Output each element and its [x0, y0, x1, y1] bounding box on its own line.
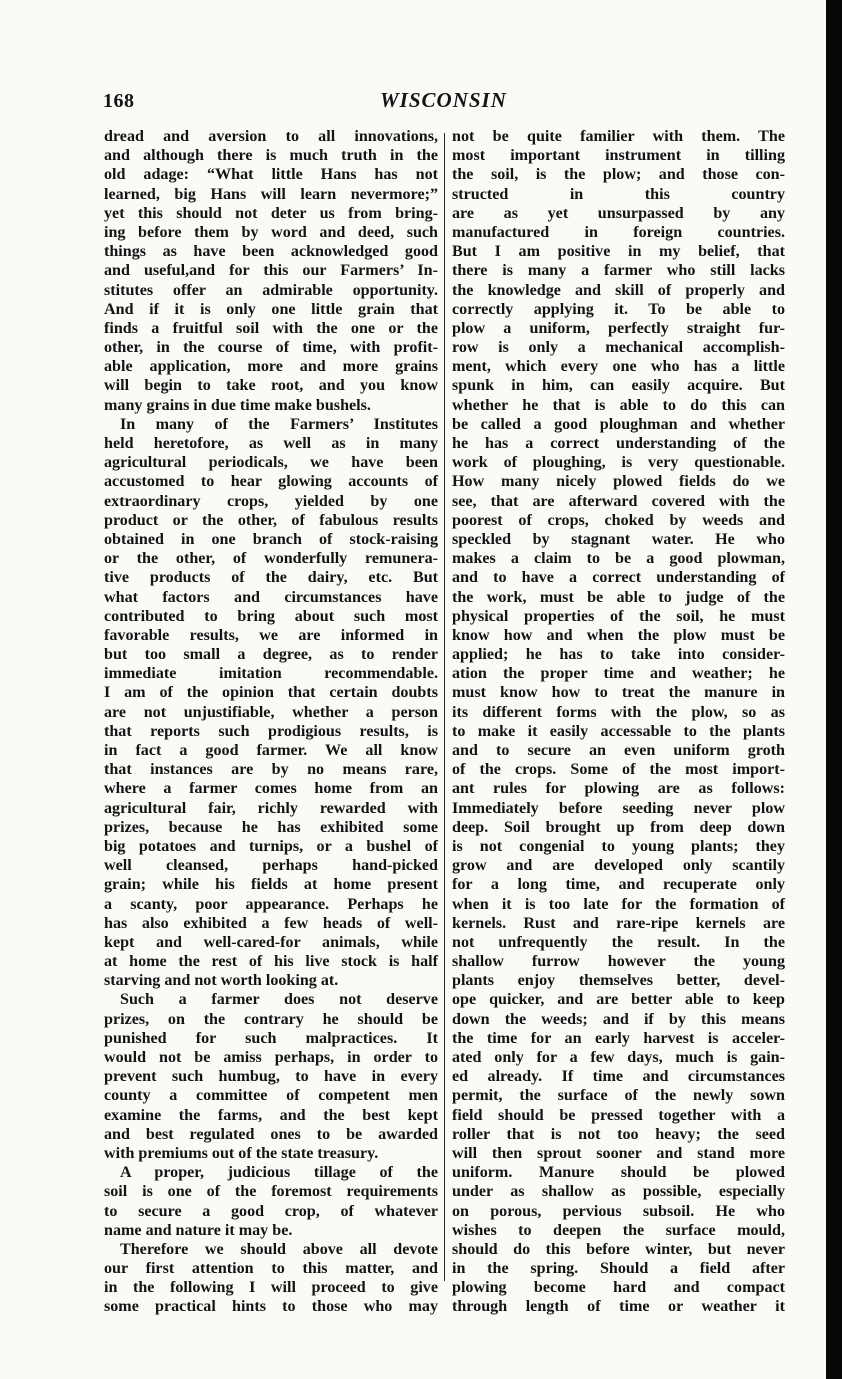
text-line: deep. Soil brought up from deep down	[452, 818, 785, 836]
text-line: agricultural periodicals, we have been	[104, 454, 438, 472]
text-line: makes a claim to be a good plowman,	[452, 550, 785, 568]
text-line: he has a correct understanding of the	[452, 435, 785, 452]
text-line: accustomed to hear glowing accounts of	[104, 473, 438, 491]
text-line: and to secure an even uniform groth	[452, 742, 785, 759]
text-line: roller that is not too heavy; the seed	[452, 1125, 785, 1143]
text-line: many grains in due time make bushels.	[104, 396, 371, 414]
text-line: soil is one of the foremost requirements	[104, 1183, 438, 1201]
text-line: and to have a correct understanding of	[452, 569, 785, 587]
text-line: are not unjustifiable, whether a person	[104, 703, 438, 721]
text-line: agricultural fair, richly rewarded with	[104, 799, 438, 817]
text-line: applied; he has to take into consider-	[452, 646, 785, 664]
text-line: poorest of crops, choked by weeds and	[452, 511, 785, 529]
text-line: prizes, because he has exhibited some	[104, 818, 438, 836]
text-line: name and nature it may be.	[104, 1221, 293, 1239]
text-line: must know how to treat the manure in	[452, 684, 785, 702]
text-line: or the other, of wonderfully remunera-	[104, 550, 438, 568]
text-line: under as shallow as possible, especially	[452, 1183, 785, 1201]
text-line: physical properties of the soil, he must	[452, 607, 785, 625]
text-line: are as yet unsurpassed by any	[452, 204, 785, 222]
text-line: spunk in him, can easily acquire. But	[452, 377, 785, 395]
text-line: be called a good ploughman and whether	[452, 415, 785, 433]
text-line: our first attention to this matter, and	[104, 1260, 438, 1278]
text-line: of the crops. Some of the most import-	[452, 761, 785, 779]
text-line: yet this should not deter us from bring-	[104, 204, 438, 222]
text-line: structed in this country	[452, 185, 785, 203]
text-line: able application, more and more grains	[104, 358, 438, 376]
text-line: extraordinary crops, yielded by one	[104, 492, 438, 510]
text-line: has also exhibited a few heads of well-	[104, 914, 438, 932]
text-line: uniform. Manure should be plowed	[452, 1164, 785, 1182]
text-line: starving and not worth looking at.	[104, 972, 339, 990]
text-line: and best regulated ones to be awarded	[104, 1125, 438, 1143]
text-line: manufactured in foreign countries.	[452, 223, 785, 241]
text-line: at home the rest of his live stock is half	[104, 953, 438, 971]
text-line: not be quite familier with them. The	[452, 128, 785, 145]
text-line: field should be pressed together with a	[452, 1106, 785, 1124]
text-line: old adage: “What little Hans has not	[104, 166, 438, 184]
text-line: row is only a mechanical accomplish-	[452, 339, 785, 357]
text-line: permit, the surface of the newly sown	[452, 1087, 785, 1105]
text-line: plowing become hard and compact	[452, 1279, 785, 1297]
text-line: the knowledge and skill of properly and	[452, 281, 785, 299]
text-line: favorable results, we are informed in	[104, 626, 438, 644]
text-line: Immediately before seeding never plow	[452, 799, 785, 817]
text-line: product or the other, of fabulous results	[104, 511, 438, 529]
running-head: WISCONSIN	[380, 88, 507, 112]
text-line: where a farmer comes home from an	[104, 780, 438, 798]
text-line: punished for such malpractices. It	[104, 1029, 438, 1047]
text-line: ed already. If time and circumstances	[452, 1068, 785, 1086]
text-line: in fact a good farmer. We all know	[104, 742, 438, 759]
column-divider	[444, 133, 445, 1281]
text-line: tive products of the dairy, etc. But	[104, 569, 438, 587]
text-line: a scanty, poor appearance. Perhaps he	[104, 895, 438, 913]
text-line: in the following I will proceed to give	[104, 1279, 438, 1297]
text-line: the work, must be able to judge of the	[452, 588, 785, 606]
text-line: would not be amiss perhaps, in order to	[104, 1049, 438, 1066]
text-line: the time for an early harvest is acceler-	[452, 1029, 785, 1047]
text-line: see, that are afterward covered with the	[452, 492, 785, 510]
text-line: should do this before winter, but never	[452, 1240, 785, 1258]
text-line: A proper, judicious tillage of the	[120, 1164, 438, 1182]
text-line: to make it easily accessable to the plants	[452, 722, 785, 740]
text-line: obtained in one branch of stock-raising	[104, 530, 438, 548]
text-line: And if it is only one little grain that	[104, 300, 438, 318]
text-line: finds a fruitful soil with the one or the	[104, 319, 438, 337]
text-line: not unfrequently the result. In the	[452, 933, 785, 951]
text-line: ing before them by word and deed, such	[104, 223, 438, 241]
text-line: know how and when the plow must be	[452, 626, 785, 644]
text-line: ope quicker, and are better able to keep	[452, 991, 785, 1009]
scan-edge	[826, 0, 842, 1379]
text-line: but too small a degree, as to render	[104, 646, 438, 664]
text-line: contributed to bring about such most	[104, 607, 438, 625]
text-line: most important instrument in tilling	[452, 147, 785, 165]
text-line: there is many a farmer who still lacks	[452, 262, 785, 280]
text-line: things as have been acknowledged good	[104, 243, 438, 261]
text-line: to secure a good crop, of whatever	[104, 1202, 438, 1220]
text-column-right	[452, 127, 785, 1317]
text-line: and although there is much truth in the	[104, 147, 438, 165]
text-line: county a committee of competent men	[104, 1087, 438, 1105]
text-line: speckled by stagnant water. He who	[452, 530, 785, 548]
text-line: for a long time, and recuperate only	[452, 876, 785, 894]
text-line: well cleansed, perhaps hand-picked	[104, 857, 438, 875]
text-line: what factors and circumstances have	[104, 588, 438, 606]
text-line: on porous, pervious subsoil. He who	[452, 1202, 785, 1220]
text-line: prevent such humbug, to have in every	[104, 1068, 438, 1086]
text-line: prizes, on the contrary he should be	[104, 1010, 438, 1028]
text-line: grain; while his fields at home present	[104, 876, 438, 894]
text-line: stitutes offer an admirable opportunity.	[104, 281, 438, 299]
text-line: when it is too late for the formation of	[452, 895, 785, 913]
text-line: Therefore we should above all devote	[120, 1240, 438, 1258]
text-line: work of ploughing, is very questionable.	[452, 454, 785, 472]
text-line: wishes to deepen the surface mould,	[452, 1221, 785, 1239]
text-line: grow and are developed only scantily	[452, 857, 785, 875]
text-line: plants enjoy themselves better, devel-	[452, 972, 785, 990]
text-line: But I am positive in my belief, that	[452, 243, 785, 261]
text-line: ated only for a few days, much is gain-	[452, 1049, 785, 1066]
text-line: ation the proper time and weather; he	[452, 665, 785, 683]
text-line: that instances are by no means rare,	[104, 761, 438, 779]
text-line: immediate imitation recommendable.	[104, 665, 438, 683]
text-line: correctly applying it. To be able to	[452, 300, 785, 318]
text-line: ant rules for plowing are as follows:	[452, 780, 785, 798]
text-line: learned, big Hans will learn nevermore;”	[104, 185, 438, 203]
text-line: ment, which every one who has a little	[452, 358, 785, 376]
text-line: in the spring. Should a field after	[452, 1260, 785, 1278]
text-line: I am of the opinion that certain doubts	[104, 684, 438, 702]
text-line: that reports such prodigious results, is	[104, 722, 438, 740]
text-line: will begin to take root, and you know	[104, 377, 438, 395]
text-line: other, in the course of time, with profit-	[104, 339, 438, 357]
text-line: some practical hints to those who may	[104, 1298, 438, 1316]
text-column-left	[104, 127, 438, 1317]
text-line: shallow furrow however the young	[452, 953, 785, 971]
text-line: is not congenial to young plants; they	[452, 837, 785, 855]
text-line: kept and well-cared-for animals, while	[104, 933, 438, 951]
text-line: kernels. Rust and rare-ripe kernels are	[452, 914, 785, 932]
page-header	[0, 88, 826, 114]
text-line: examine the farms, and the best kept	[104, 1106, 438, 1124]
page-number: 168	[103, 90, 135, 112]
text-line: dread and aversion to all innovations,	[104, 128, 438, 145]
text-line: How many nicely plowed fields do we	[452, 473, 785, 491]
text-line: will then sprout sooner and stand more	[452, 1144, 785, 1162]
text-line: down the weeds; and if by this means	[452, 1010, 785, 1028]
text-line: through length of time or weather it	[452, 1298, 785, 1316]
text-line: held heretofore, as well as in many	[104, 435, 438, 452]
text-line: Such a farmer does not deserve	[120, 991, 438, 1009]
text-line: and useful,and for this our Farmers’ In-	[104, 262, 438, 280]
text-line: the soil, is the plow; and those con-	[452, 166, 785, 184]
text-line: with premiums out of the state treasury.	[104, 1144, 379, 1162]
text-line: plow a uniform, perfectly straight fur-	[452, 319, 785, 337]
text-line: whether he that is able to do this can	[452, 396, 785, 414]
text-line: In many of the Farmers’ Institutes	[120, 415, 438, 433]
text-line: big potatoes and turnips, or a bushel of	[104, 837, 438, 855]
text-line: its different forms with the plow, so as	[452, 703, 785, 721]
